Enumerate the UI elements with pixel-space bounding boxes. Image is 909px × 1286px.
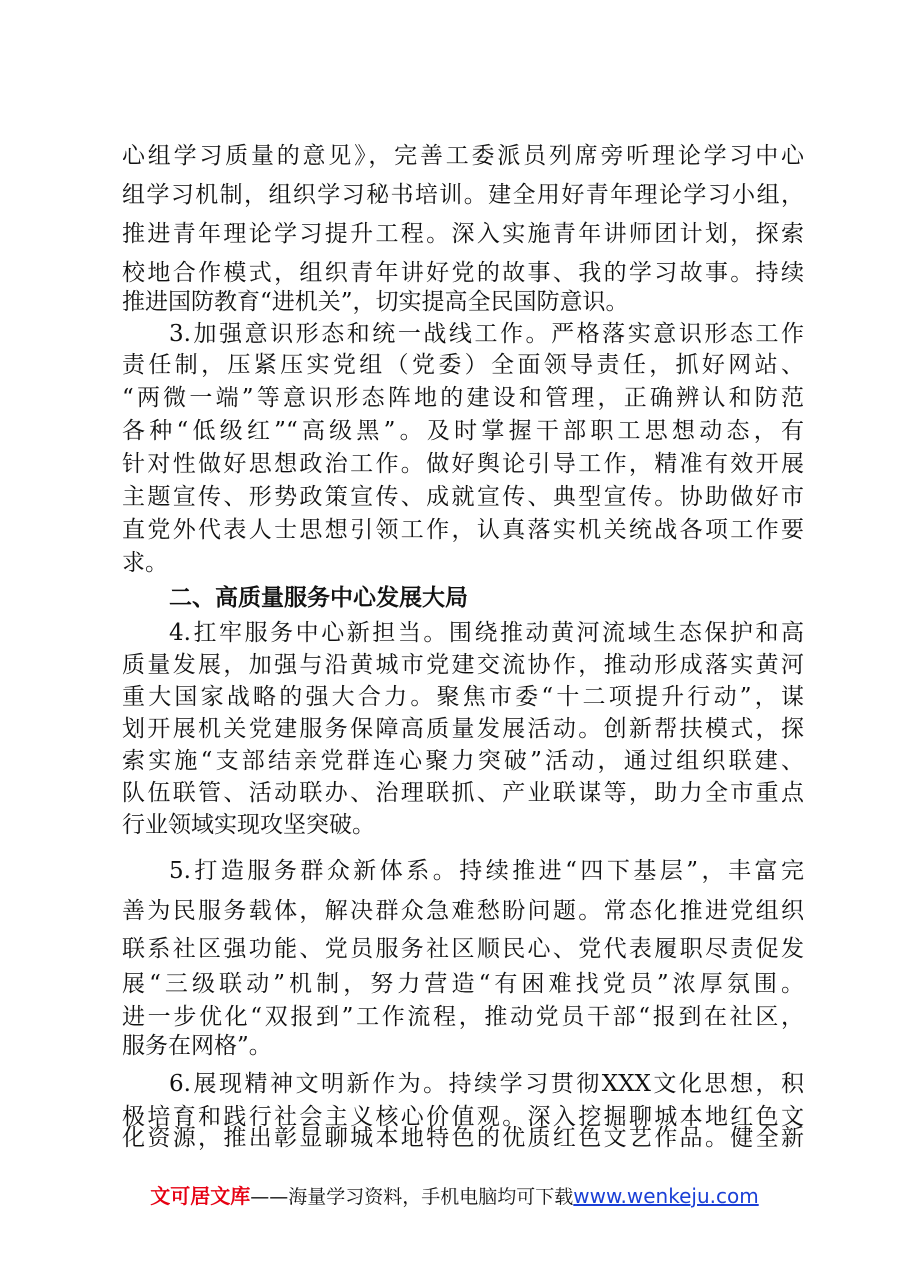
- document-line: 主题宣传、形势政策宣传、成就宣传、典型宣传。协助做好市: [122, 484, 804, 510]
- footer-slogan: ——海量学习资料，手机电脑均可下载: [250, 1186, 574, 1208]
- document-line: 直党外代表人士思想引领工作，认真落实机关统战各项工作要: [122, 517, 804, 543]
- document-line: “两微一端”等意识形态阵地的建设和管理，正确辨认和防范: [122, 385, 804, 411]
- document-line: 服务在网格”。: [122, 1033, 272, 1059]
- document-line: 队伍联管、活动联办、治理联抓、产业联谋等，助力全市重点: [122, 780, 804, 806]
- document-line: 质量发展，加强与沿黄城市党建交流协作，推动形成落实黄河: [122, 652, 804, 678]
- document-line: 针对性做好思想政治工作。做好舆论引导工作，精准有效开展: [122, 451, 804, 477]
- document-line: 组学习机制，组织学习秘书培训。建全用好青年理论学习小组，: [122, 182, 804, 208]
- document-line: 展“三级联动”机制，努力营造“有困难找党员”浓厚氛围。: [122, 971, 804, 997]
- document-line: 划开展机关党建服务保障高质量发展活动。创新帮扶模式，探: [122, 716, 804, 742]
- document-line: 善为民服务载体，解决群众急难愁盼问题。常态化推进党组织: [122, 898, 804, 924]
- document-line: 索实施“支部结亲党群连心聚力突破”活动，通过组织联建、: [122, 748, 804, 774]
- document-line: 各种“低级红”“高级黑”。及时掌握干部职工思想动态，有: [122, 418, 804, 444]
- document-line: 重大国家战略的强大合力。聚焦市委“十二项提升行动”，谋: [122, 684, 804, 710]
- footer-url-link[interactable]: www.wenkeju.com: [573, 1184, 759, 1208]
- document-line: 求。: [122, 550, 168, 576]
- document-line: 进一步优化“双报到”工作流程，推动党员干部“报到在社区，: [122, 1004, 804, 1030]
- document-line: 极培育和践行社会主义核心价值观。深入挖掘聊城本地红色文: [122, 1104, 804, 1130]
- section-heading: 二、高质量服务中心发展大局: [169, 585, 468, 611]
- document-line: 行业领域实现攻坚突破。: [122, 812, 375, 838]
- document-line: 推进国防教育“进机关”，切实提高全民国防意识。: [122, 289, 629, 315]
- document-line: 责任制，压紧压实党组（党委）全面领导责任，抓好网站、: [122, 352, 804, 378]
- paragraph-start-line: 4.扛牢服务中心新担当。围绕推动黄河流域生态保护和高: [169, 620, 804, 646]
- document-line: 推进青年理论学习提升工程。深入实施青年讲师团计划，探索: [122, 221, 804, 247]
- paragraph-start-line: 5.打造服务群众新体系。持续推进“四下基层”，丰富完: [169, 858, 804, 884]
- site-footer: [0, 1176, 909, 1216]
- document-line: 校地合作模式，组织青年讲好党的故事、我的学习故事。持续: [122, 260, 804, 286]
- document-line: 化资源，推出彰显聊城本地特色的优质红色文艺作品。健全新: [122, 1125, 804, 1151]
- paragraph-start-line: 3.加强意识形态和统一战线工作。严格落实意识形态工作: [169, 321, 804, 347]
- footer-brand: 文可居文库: [150, 1184, 251, 1208]
- paragraph-start-line: 6.展现精神文明新作为。持续学习贯彻XXX文化思想，积: [169, 1071, 804, 1097]
- document-line: 心组学习质量的意见》，完善工委派员列席旁听理论学习中心: [122, 143, 804, 169]
- document-line: 联系社区强功能、党员服务社区顺民心、党代表履职尽责促发: [122, 936, 804, 962]
